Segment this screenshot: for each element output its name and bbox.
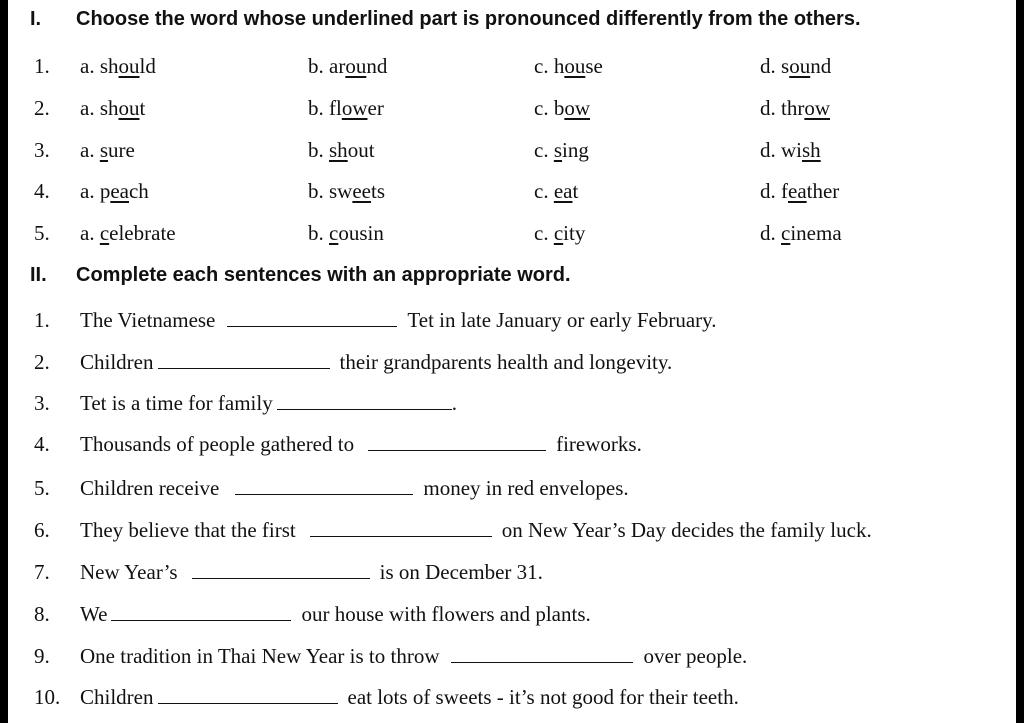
sentence-row [34,644,747,669]
answer-option: b. flower [308,96,384,120]
sentence-row [34,518,872,543]
answer-option: c. sing [534,138,589,162]
sentence-number: 8. [34,602,50,626]
sentence-number: 1. [34,308,50,332]
underlined-part: ea [553,179,573,203]
answer-blank[interactable] [158,685,338,704]
sentence-text-after: eat lots of sweets - it’s not good for their teeth. [347,685,739,709]
question-number: 5. [34,221,50,245]
answer-option: b. sweets [308,179,386,203]
answer-blank[interactable] [192,560,370,579]
sentence-row [34,685,739,710]
answer-option: b. around [308,54,388,78]
worksheet-page [8,0,1016,723]
sentence-number: 5. [34,476,50,500]
answer-option: b. cousin [308,221,384,245]
underlined-part: ou [118,54,140,78]
answer-option: c. house [534,54,603,78]
section-2-heading [30,264,571,287]
underlined-part: ow [804,96,830,120]
underlined-part: c [329,221,339,245]
sentence-text-after: . [451,391,457,415]
answer-option: d. cinema [760,221,842,245]
sentence-number: 9. [34,644,50,668]
answer-option: c. eat [534,179,579,203]
sentence-text-before: Children [80,350,154,374]
section-2-number: II. [30,264,47,286]
sentence-number: 7. [34,560,50,584]
answer-option: d. sound [760,54,832,78]
underlined-part: ou [789,54,811,78]
sentence-text-after: our house with flowers and plants. [301,602,591,626]
underlined-part: ea [110,179,129,203]
answer-option: c. city [534,221,586,245]
sentence-text-after: fireworks. [556,432,642,456]
sentence-row [34,476,629,501]
underlined-part: c [781,221,791,245]
answer-option: a. sure [80,138,135,162]
underlined-part: c [99,221,110,245]
section-1-heading [30,8,861,31]
answer-blank[interactable] [310,518,492,537]
sentence-text-before: New Year’s [80,560,178,584]
answer-blank[interactable] [451,644,633,663]
underlined-part: s [99,138,109,162]
sentence-row [34,560,543,585]
underlined-part: c [553,221,564,245]
underlined-part: ow [564,96,590,120]
sentence-text-before: One tradition in Thai New Year is to throw [80,644,440,668]
sentence-number: 4. [34,432,50,456]
answer-option: a. should [80,54,156,78]
underlined-part: ou [118,96,140,120]
answer-option: d. wish [760,138,821,162]
answer-option: a. shout [80,96,146,120]
sentence-text-after: over people. [643,644,748,668]
sentence-row [34,432,642,457]
sentence-number: 10. [34,685,61,709]
answer-option: a. celebrate [80,221,176,245]
underlined-part: sh [329,138,348,162]
answer-blank[interactable] [277,391,452,410]
underlined-part: ee [352,179,371,203]
sentence-text-after: Tet in late January or early February. [407,308,717,332]
section-1-title: Choose the word whose underlined part is pronounced differently from the others. [76,8,861,30]
section-2-title: Complete each sentences with an appropriate word. [76,264,571,286]
underlined-part: s [553,138,563,162]
question-number: 2. [34,96,50,120]
question-number: 4. [34,179,50,203]
answer-option: a. peach [80,179,149,203]
sentence-text-before: Tet is a time for family [80,391,273,415]
sentence-text-before: Thousands of people gathered to [80,432,355,456]
answer-option: b. shout [308,138,375,162]
answer-option: d. throw [760,96,830,120]
sentence-text-before: The Vietnamese [80,308,216,332]
sentence-text-after: on New Year’s Day decides the family luck. [501,518,872,542]
question-number: 3. [34,138,50,162]
section-1-number: I. [30,8,42,30]
underlined-part: ea [788,179,807,203]
underlined-part: ou [345,54,367,78]
answer-blank[interactable] [368,432,546,451]
sentence-row [34,391,457,416]
sentence-text-before: Children receive [80,476,220,500]
sentence-number: 2. [34,350,50,374]
sentence-text-after: is on December 31. [379,560,543,584]
sentence-text-before: Children [80,685,154,709]
answer-blank[interactable] [227,308,397,327]
answer-blank[interactable] [111,602,291,621]
underlined-part: ow [341,96,368,120]
answer-option: c. bow [534,96,590,120]
answer-option: d. feather [760,179,840,203]
answer-blank[interactable] [235,476,413,495]
question-number: 1. [34,54,50,78]
sentence-row [34,350,672,375]
underlined-part: sh [802,138,821,162]
sentence-number: 6. [34,518,50,542]
sentence-row [34,308,717,333]
underlined-part: ou [564,54,586,78]
sentence-text-after: money in red envelopes. [423,476,629,500]
sentence-text-before: They believe that the first [80,518,296,542]
answer-blank[interactable] [158,350,330,369]
sentence-text-before: We [80,602,108,626]
sentence-text-after: their grandparents health and longevity. [339,350,673,374]
sentence-row [34,602,591,627]
sentence-number: 3. [34,391,50,415]
